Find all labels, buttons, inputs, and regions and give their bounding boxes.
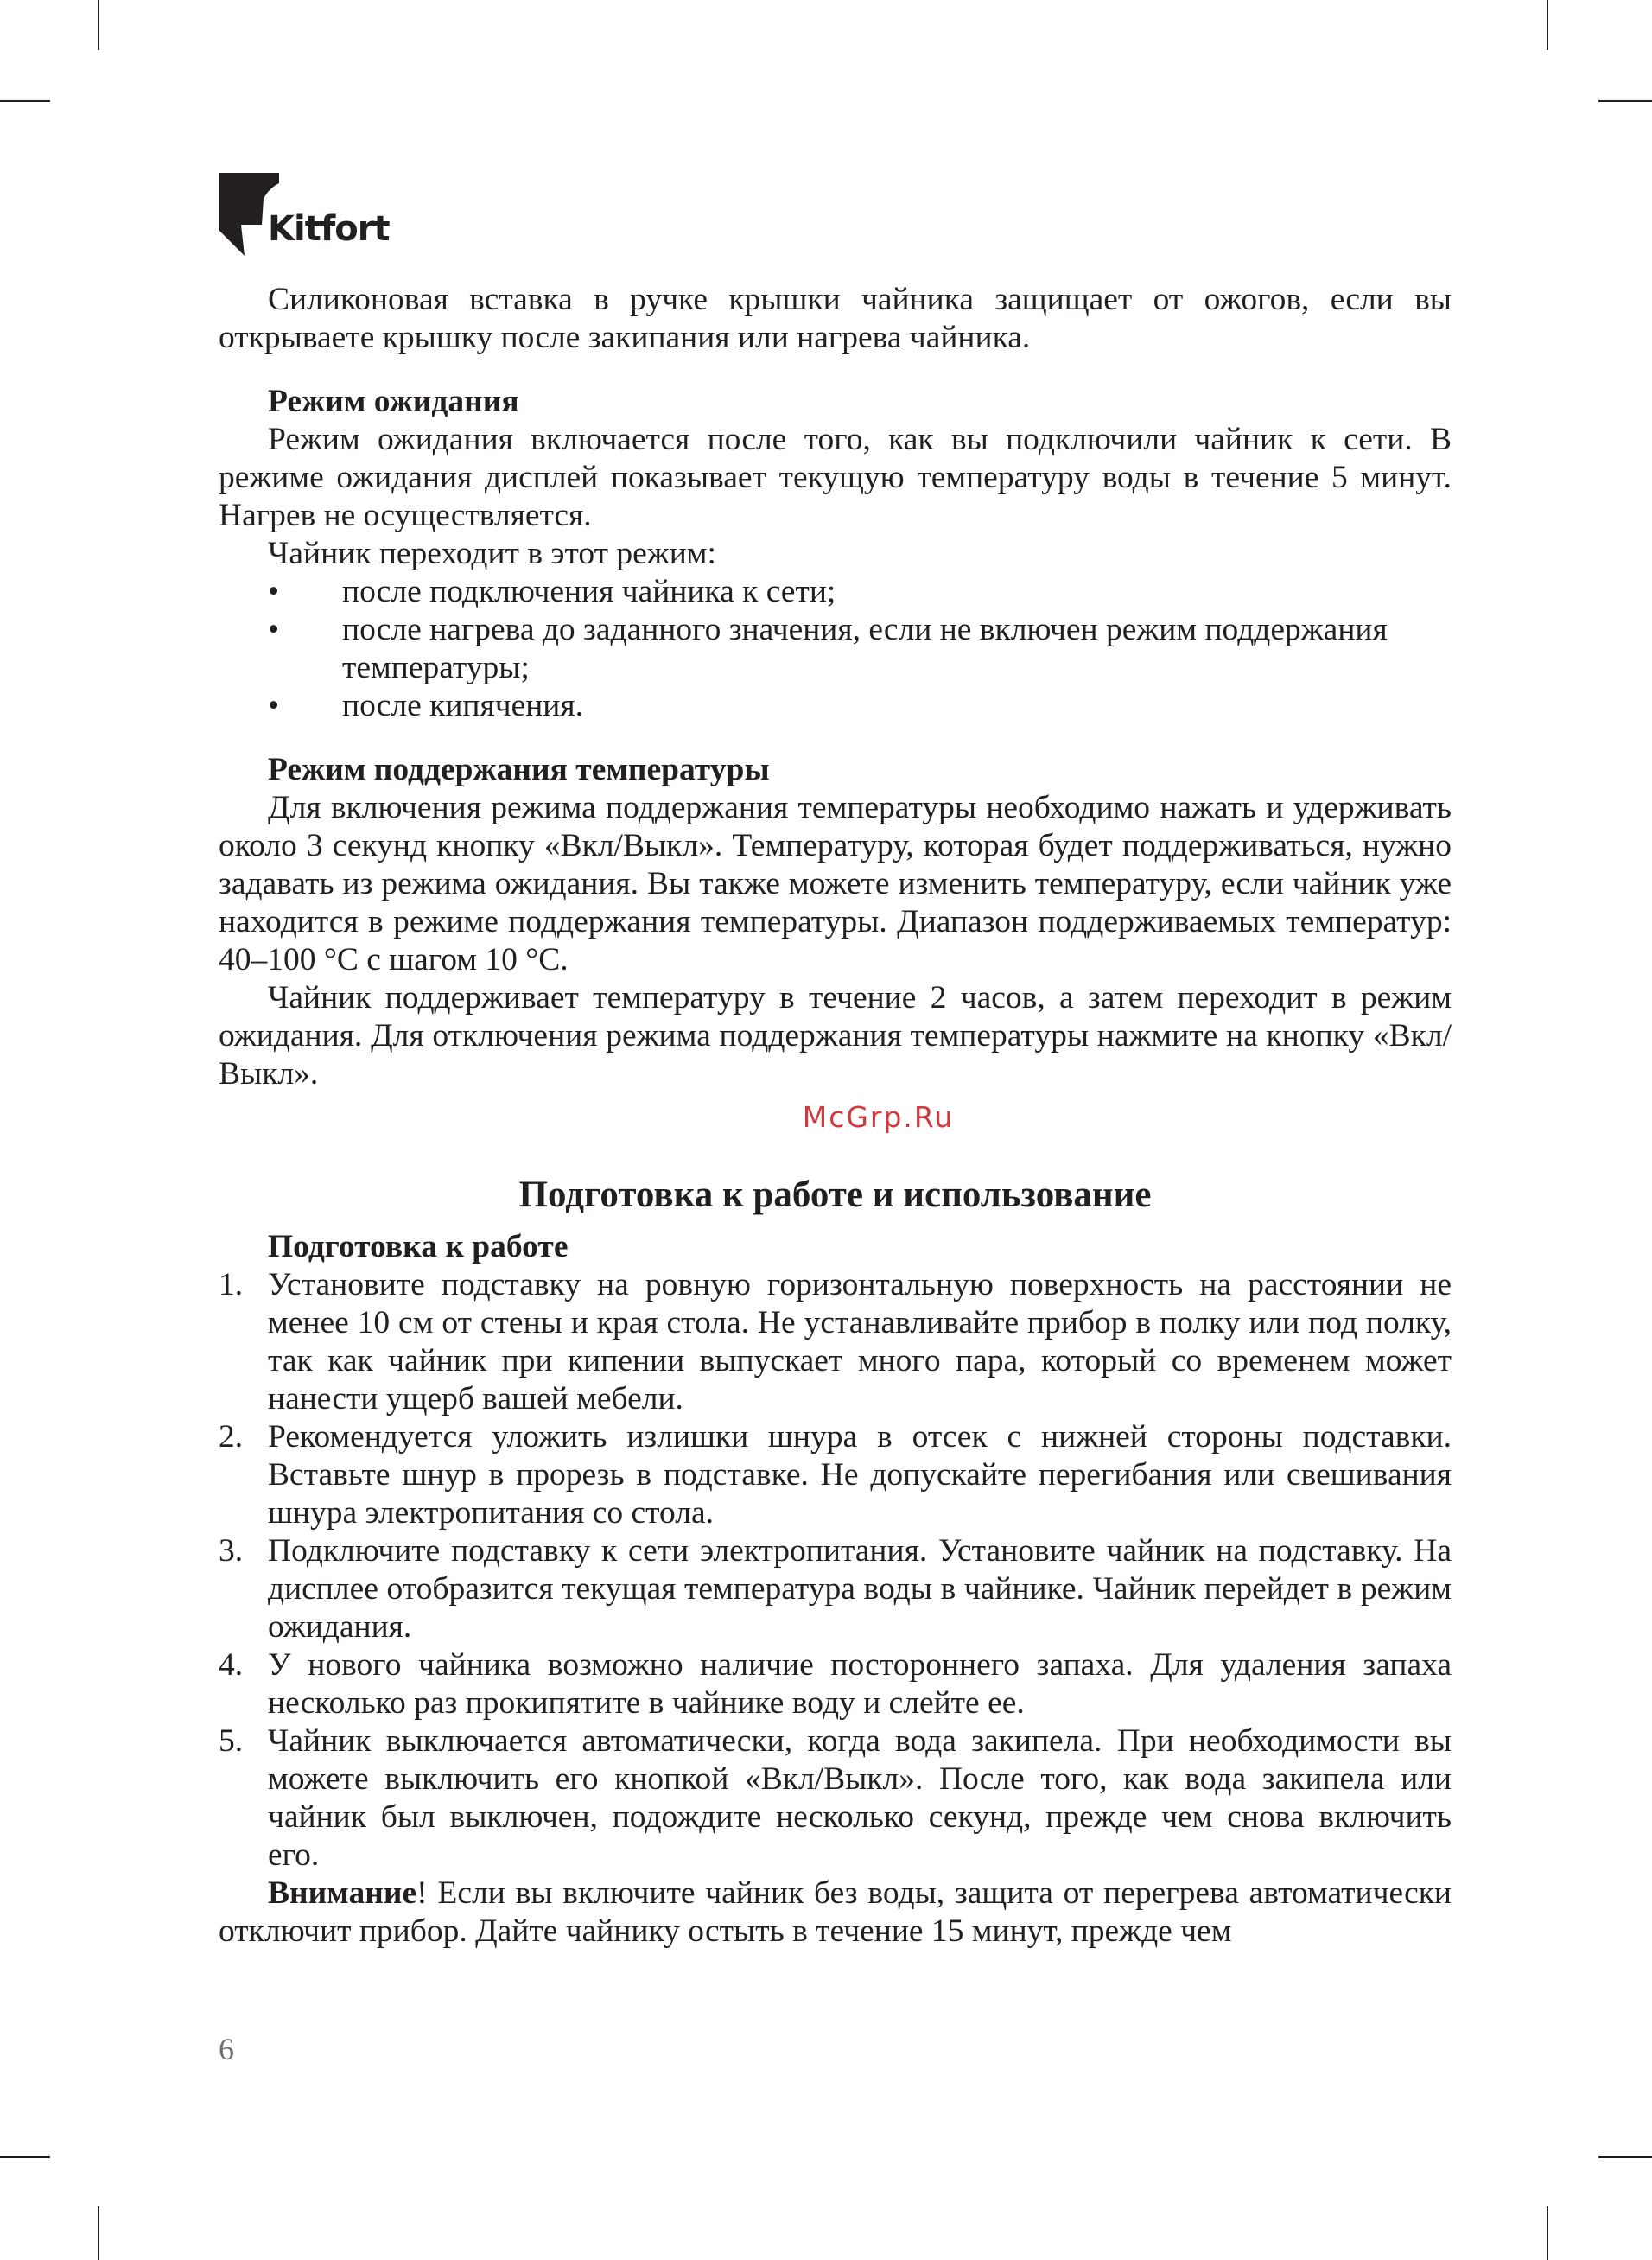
- keep-warm-paragraph-2: Чайник поддерживает температуру в течение 2 часов, а затем переходит в режим ожидания. Для отключения режима поддержания температуры нажмите на кнопку «Вкл/Выкл».: [219, 980, 1452, 1092]
- intro-paragraph: Силиконовая вставка в ручке крышки чайника защищает от ожогов, если вы открываете крышку после закипания или нагрева чайника.: [219, 282, 1452, 355]
- section-heading: Подготовка к работе и использование: [518, 1175, 1152, 1215]
- crop-mark: [0, 100, 50, 102]
- bullet-icon: •: [268, 688, 280, 723]
- list-item: 5. Чайник выключается автоматически, когда вода закипела. При необходимости вы можете выключить его кнопкой «Вкл/Выкл». После того, как вода закипела или чайник был выключен, подождите несколько секунд, прежде чем снова включить его.: [219, 1723, 1452, 1873]
- list-item: • после нагрева до заданного значения, если не включен режим поддержания температуры;: [268, 612, 1388, 685]
- step-number: 5.: [219, 1723, 244, 1759]
- watermark-link[interactable]: McGrp.Ru: [802, 1100, 955, 1134]
- standby-list: [219, 573, 1452, 725]
- page-content: [219, 281, 1452, 1951]
- crop-mark: [1547, 2206, 1548, 2260]
- list-item: 3. Подключите подставку к сети электропитания. Установите чайник на подставку. На дисплее отобразится текущая температура воды в чайнике. Чайник перейдет в режим ожидания.: [219, 1533, 1452, 1645]
- list-item: • после подключения чайника к сети;: [268, 574, 836, 609]
- step-number: 1.: [219, 1267, 244, 1302]
- step-number: 3.: [219, 1533, 244, 1569]
- bullet-icon: •: [268, 574, 280, 609]
- steps-list: [219, 1266, 1452, 1875]
- warning-paragraph: Внимание! Если вы включите чайник без воды, защита от перегрева автоматически отключит прибор. Дайте чайнику остыть в течение 15 минут, прежде чем: [219, 1875, 1452, 1949]
- crop-mark: [98, 0, 99, 50]
- standby-paragraph: Режим ожидания включается после того, как вы подключили чайник к сети. В режиме ожидания дисплей показывает текущую температуру воды в течение 5 минут. Нагрев не осуществляется.: [219, 422, 1452, 533]
- standby-lead: Чайник переходит в этот режим:: [268, 536, 716, 571]
- crop-mark: [1598, 2156, 1652, 2158]
- keep-warm-paragraph-1: Для включения режима поддержания температуры необходимо нажать и удерживать около 3 секунд кнопку «Вкл/Выкл». Температуру, которая будет поддерживаться, нужно задавать из режима ожидания. Вы также можете изменить температуру, если чайник уже находится в режиме поддержания температуры. Диапазон поддерживаемых температур: 40–100 °C с шагом 10 °C.: [219, 790, 1452, 977]
- section-subheading: Подготовка к работе: [268, 1229, 569, 1264]
- bullet-icon: •: [268, 612, 280, 647]
- keep-warm-heading: Режим поддержания температуры: [268, 752, 770, 787]
- list-item: 4. У нового чайника возможно наличие постороннего запаха. Для удаления запаха несколько раз прокипятите в чайнике воду и слейте ее.: [219, 1647, 1452, 1721]
- step-number: 2.: [219, 1419, 244, 1455]
- list-item: • после кипячения.: [268, 688, 583, 723]
- crop-mark: [98, 2206, 99, 2260]
- standby-heading: Режим ожидания: [268, 384, 519, 419]
- warning-label: Внимание: [268, 1875, 417, 1911]
- list-item: 2. Рекомендуется уложить излишки шнура в отсек с нижней стороны подставки. Вставьте шнур в прорезь в подставке. Не допускайте перегибания или свешивания шнура электропитания со стола.: [219, 1419, 1452, 1531]
- step-number: 4.: [219, 1647, 244, 1683]
- list-item: 1. Установите подставку на ровную горизонтальную поверхность на расстоянии не менее 10 см от стены и края стола. Не устанавливайте прибор в полку или под полку, так как чайник при кипении выпускает много пара, который со временем может нанести ущерб вашей мебели.: [219, 1267, 1452, 1416]
- page-number: 6: [219, 2032, 234, 2066]
- logo-text: Kitfort: [268, 209, 390, 249]
- crop-mark: [1598, 100, 1652, 102]
- crop-mark: [1547, 0, 1548, 50]
- crop-mark: [0, 2156, 50, 2158]
